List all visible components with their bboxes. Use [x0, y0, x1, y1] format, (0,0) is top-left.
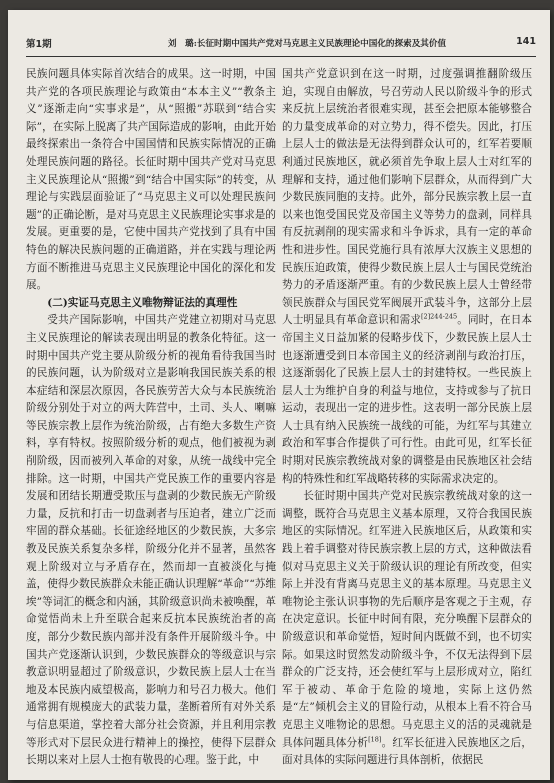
- paragraph: 受共产国际影响，中国共产党建立初期对马克思主义民族理论的解读表现出明显的教条化特征。这一时期中国共产党主要从阶级分析的视角看待我国当时的民族问题，认为阶级对立是影响我国民族关系的根本症结和深层次原因，各民族劳苦大众与本民族统治阶级分别处于对立的两大阵营中，土司、头人、喇嘛等民族宗教上层作为统治阶级，占有绝大多数生产资料，享有特权。按照阶级分析的观点，他们被视为剥削阶级，因而被列入革命的对象，从统一战线中完全排除。这一时期，中国共产党民族工作的重要内容是发展和团结长期遭受欺压与盘剥的少数民族无产阶级力量，反抗和打击一切盘剥者与压迫者，建立广泛而牢固的群众基础。长征途经地区的少数民族，大多宗教及民族关系复杂多样，阶级分化并不显著，虽然客观上阶级对立与矛盾存在，然而却一直被淡化与掩盖，使得少数民族群众未能正确认识理解“革命”“苏维埃”等词汇的概念和内涵，其阶级意识尚未被唤醒，革命觉悟尚未上升至联合起来反抗本民族统治者的高度，部分少数民族内部并没有条件开展阶级斗争。中国共产党逐渐认识到，少数民族群众的等级意识与宗教意识明显超过了阶级意识，少数民族上层人士在当地及本民族内威望极高，影响力和号召力极大。他们通常拥有规模庞大的武装力量，垄断着所有对外关系与信息渠道，掌控着大部分社会资源，并且利用宗教等形式对下层民众进行精神上的操控，使得下层群众长期以来对上层人士抱有敬畏的心理。鉴于此，中: [26, 314, 276, 767]
- issue-number: 第1期: [26, 39, 52, 50]
- page-number: 141: [516, 36, 536, 47]
- journal-page: [8, 10, 550, 780]
- paragraph-text: 长征时期中国共产党对民族宗教统战对象的这一调整，既符合马克思主义基本原理，又符合我国民族地区的实际情况。红军进入民族地区后，从政策和实践上着手调整对待民族宗教上层的方式，这种做法看似对马克思主义关于阶级认识的理论有所改变，但实际上并没有背离马克思主义的基本原理。马克思主义唯物论主张认识事物的先后顺序是客观之于主观，存在决定意识。长征中时间有限，充分唤醒下层群众的阶级意识和革命觉悟，短时间内既做不到，也不切实际。如果这时贸然发动阶级斗争，不仅无法得到下层群众的广泛支持，还会使红军与上层形成对立，陷红军于被动、革命于危险的境地，实际上这仍然是“左”倾机会主义的冒险行动，从根本上看不符合马克思主义唯物论的思想。马克思主义的活的灵魂就是具体问题具体分析: [282, 490, 532, 749]
- paragraph-text: 。红军长征进入民族地区之后，面对具体的实际问题进行具体剖析，依据民: [282, 736, 532, 767]
- paragraph: [282, 66, 532, 488]
- page-header: [26, 36, 536, 54]
- right-column: [282, 66, 532, 771]
- citation: [2]244-245: [420, 312, 458, 321]
- paragraph-text: 国共产党意识到在这一时期，过度强调推翻阶级压迫，实现自由解放，号召劳动人民以阶级斗争的形式来反抗上层统治者很难实现，甚至会把原本能够整合的力量变成革命的对立势力，得不偿失。因此，打压上层人士的做法是无法得到群众认可的，红军若要顺利通过民族地区，就必须首先争取上层人士对红军的理解和支持，通过他们影响下层群众，从而得到广大少数民族同胞的支持。此外，部分民族宗教上层一直以来也饱受国民党及帝国主义等势力的盘剥，同样具有反抗剥削的现实需求和斗争诉求，具有一定的革命性和进步性。国民党施行具有浓厚大汉族主义思想的民族压迫政策，使得少数民族上层人士与国民党统治势力的矛盾逐渐严重。有的少数民族上层人士曾经带领民族群众与国民党军阀展开武装斗争，这部分上层人士明显具有革命意识和需求: [282, 68, 532, 327]
- citation: [18]: [368, 735, 382, 744]
- header-rule: [26, 56, 536, 57]
- left-column: [26, 66, 276, 771]
- section-heading: (二)实证马克思主义唯物辩证法的真理性: [47, 296, 238, 309]
- paragraph-text: 。同时，在日本帝国主义日益加紧的侵略步伐下，少数民族上层人士也逐渐遭受到日本帝国主义的经济剥削与政治打压，这逐渐弱化了民族上层人士的封建特权。一些民族上层人士为维护自身的利益与地位，支持或参与了抗日运动，表现出一定的进步性。这表明一部分民族上层人士具有纳入民族统一战线的可能，为红军与其建立政治和军事合作提供了可行性。由此可见，红军长征时期对民族宗教统战对象的调整是由民族地区社会结构的特殊性和红军战略转移的实际需求决定的。: [282, 314, 532, 485]
- running-title: 刘 璐:长征时期中国共产党对马克思主义民族理论中国化的探索及其价值: [167, 39, 447, 49]
- paragraph: [282, 488, 532, 770]
- paragraph: 民族问题具体实际首次结合的成果。这一时期，中国共产党的各项民族理论与政策由“本本主义”“教条主义”逐渐走向“实事求是”，从“照搬”苏联到“结合实际”，在实际上脱离了共产国际造成的影响，由此开始最终探索出一条符合中国国情和民族实际情况的正确处理民族问题的路径。长征时期中国共产党对马克思主义民族理论从“照搬”到“结合中国实际”的转变，从理论与实践层面验证了“马克思主义可以处理民族问题”的正确论断，是对马克思主义民族理论实事求是的发展。更重要的是，它使中国共产党找到了具有中国特色的解决民族问题的正确道路，并在实践与理论两方面不断推进马克思主义民族理论中国化的深化和发展。: [26, 68, 276, 292]
